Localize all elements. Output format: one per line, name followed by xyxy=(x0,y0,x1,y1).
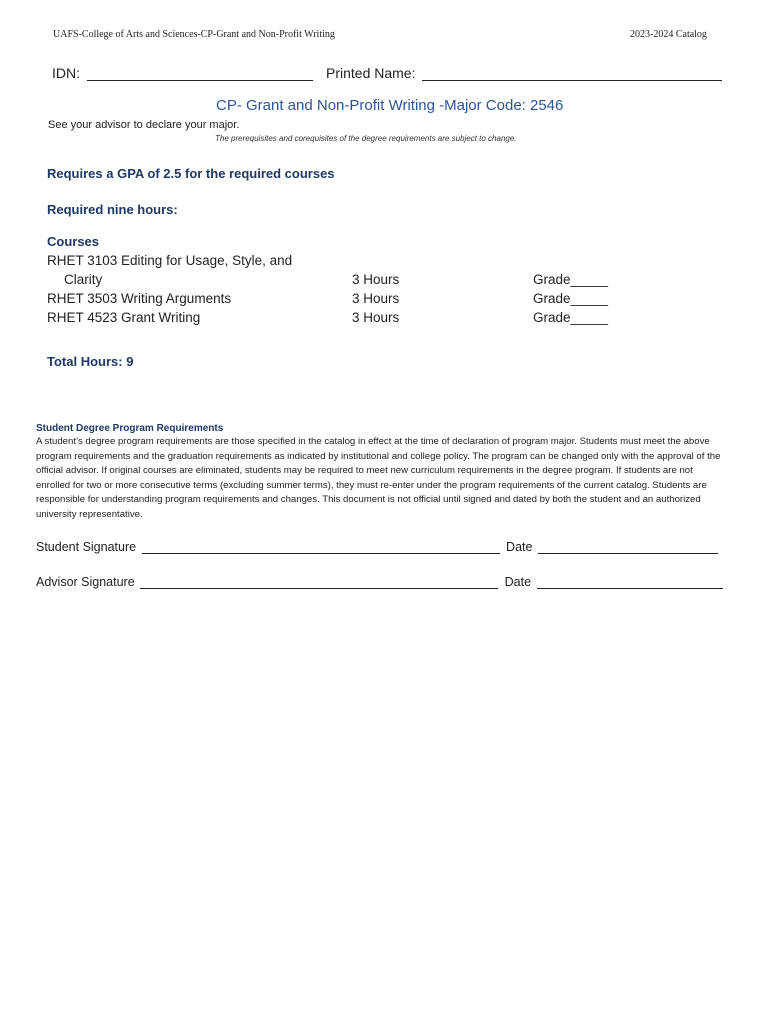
advisor-signature-line[interactable] xyxy=(140,574,498,589)
idn-label: IDN: xyxy=(52,65,80,81)
printed-name-input-line[interactable] xyxy=(422,66,722,81)
requirements-title: Student Degree Program Requirements xyxy=(36,423,224,434)
printed-name-field xyxy=(326,65,722,81)
required-heading: Required nine hours: xyxy=(47,202,178,217)
advisor-date-label: Date xyxy=(504,575,532,589)
course-2-hours: 3 Hours xyxy=(352,291,400,306)
header-right: 2023-2024 Catalog xyxy=(630,29,707,40)
course-3-grade[interactable]: Grade_____ xyxy=(533,310,609,325)
student-signature-line[interactable] xyxy=(142,539,500,554)
student-date-line[interactable] xyxy=(538,539,718,554)
student-signature-label: Student Signature xyxy=(36,540,137,554)
student-date-label: Date xyxy=(506,540,533,554)
prereq-note: The prerequisites and corequisites of the degree requirements are subject to change. xyxy=(215,134,517,143)
course-1-grade[interactable]: Grade_____ xyxy=(533,272,609,287)
idn-input-line[interactable] xyxy=(87,66,313,81)
advisor-signature-label: Advisor Signature xyxy=(36,575,135,589)
course-3-name: RHET 4523 Grant Writing xyxy=(47,310,201,325)
advisor-signature-row xyxy=(36,574,723,589)
total-hours: Total Hours: 9 xyxy=(47,354,134,369)
course-2-grade[interactable]: Grade_____ xyxy=(533,291,609,306)
student-signature-row xyxy=(36,539,718,554)
course-1-hours: 3 Hours xyxy=(352,272,400,287)
advisor-note: See your advisor to declare your major. xyxy=(48,119,240,131)
course-1-name: RHET 3103 Editing for Usage, Style, and xyxy=(47,253,293,268)
courses-heading: Courses xyxy=(47,234,100,249)
page-title: CP- Grant and Non-Profit Writing -Major Code: 2546 xyxy=(216,97,564,114)
header-left: UAFS-College of Arts and Sciences-CP-Grant and Non-Profit Writing xyxy=(53,29,335,40)
advisor-date-line[interactable] xyxy=(537,574,723,589)
course-1-name-cont: Clarity xyxy=(64,272,103,287)
requirements-paragraph: A student’s degree program requirements are those specified in the catalog in effect at the time of declaration of program major. Students must meet the above program requirements and the graduation requirements as indicated by institutional and college policy. The program can be changed only with the approval of the official advisor. If original courses are eliminated, students may be required to meet new curriculum requirements in the degree program. If students are not enrolled for two or more consecutive terms (excluding summer terms), they must re-enter under the program requirements of the current catalog. Students are responsible for understanding program requirements and changes. This document is not official until signed and dated by both the student and an authorized university representative. xyxy=(36,436,721,520)
printed-name-label: Printed Name: xyxy=(326,65,416,81)
gpa-heading: Requires a GPA of 2.5 for the required courses xyxy=(47,166,335,181)
course-2-name: RHET 3503 Writing Arguments xyxy=(47,291,232,306)
idn-field xyxy=(52,65,313,81)
course-3-hours: 3 Hours xyxy=(352,310,400,325)
